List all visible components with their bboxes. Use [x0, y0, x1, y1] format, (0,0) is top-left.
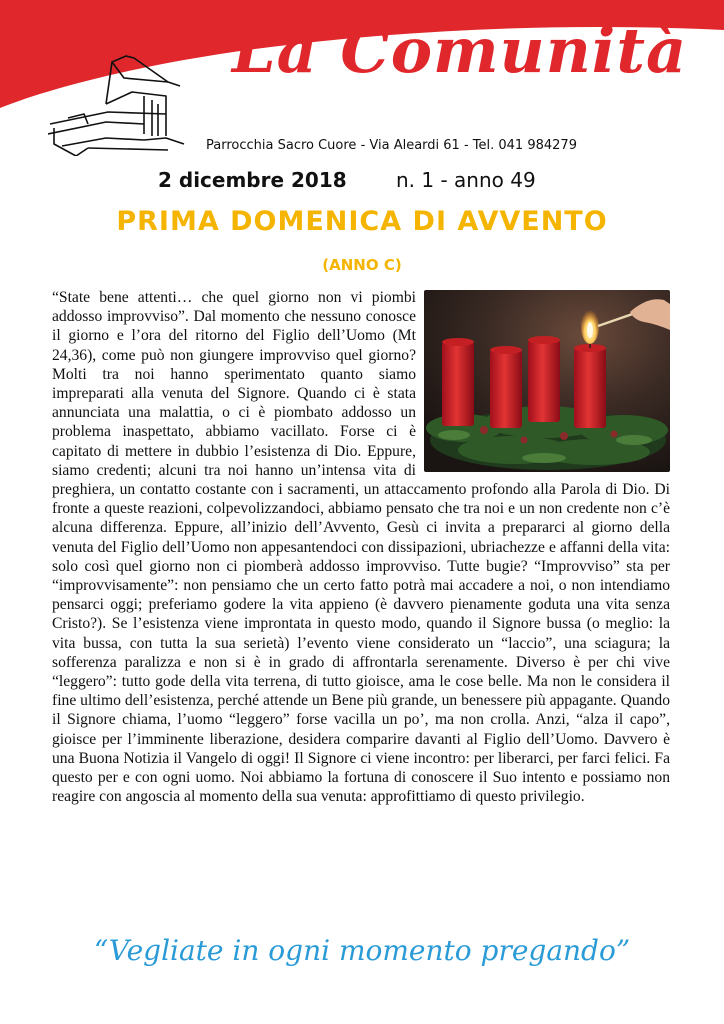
church-building-icon	[48, 52, 198, 156]
issue-number: n. 1 - anno 49	[396, 168, 536, 192]
header	[0, 0, 724, 170]
page-title: PRIMA DOMENICA DI AVVENTO	[116, 206, 608, 237]
issue-dateline	[0, 168, 724, 198]
closing-quote: “Vegliate in ogni momento pregando”	[93, 934, 631, 967]
parish-address: Parrocchia Sacro Cuore - Via Aleardi 61 - Tel. 041 984279	[206, 138, 577, 153]
article	[52, 288, 670, 806]
issue-date: 2 dicembre 2018	[158, 168, 347, 192]
masthead-title: La Comunità	[232, 14, 688, 87]
article-text: “State bene attenti… che quel giorno non vi piombi addosso improvviso”. Dal momento che nessuno conosce il giorno e l’ora del ritorno del Figlio dell’Uomo (Mt 24,36), come può non giungere improvviso quel giorno? Molti tra noi hanno sperimentato quanto siamo impreparati alla venuta del Signore. Quando ci è stata annunciata una malattia, o ci è piombato addosso un problema inaspettato, abbiamo vacillato. Forse ci è capitato di mettere in dubbio l’esistenza di Dio. Eppure, siamo credenti; alcuni tra noi hanno un’intensa vita di preghiera, un contatto costante con i sacramenti, un attaccamento profondo alla Parola di Dio. Di fronte a queste reazioni, colpevolizzandoci, abbiamo pensato che tra noi e un non credente non c’è alcuna differenza. Eppure, all’inizio dell’Avvento, Gesù ci invita a prepararci al giorno della venuta del Figlio dell’Uomo non appesantendoci con dissipazioni, ubriachezze e affanni della vita: solo così quel giorno non ci piomberà addosso improvviso. Tutte bugie? “Improvviso” sta per “improvvisamente”: non pensiamo che un certo fatto potrà mai accadere a noi, o non intendiamo pensarci oggi; preferiamo godere la vita appieno (è davvero pienamente goduta una vita senza Cristo?). Se l’esistenza viene improntata in questo modo, quando il Signore bussa (o meglio: la vita bussa, con tutta la sua serietà) l’evento viene considerato un “laccio”, una sciagura; la sofferenza paralizza e non si è in grado di affrontarla serenamente. Diverso è per chi vive “leggero”: tutto gode della vita terrena, di tutto gioisce, ama le cose belle. Ma non le considera il fine ultimo dell’esistenza, perché attende un Bene più grande, un benessere più appagante. Quando il Signore chiama, l’uomo “leggero” forse vacilla un po’, ma non crolla. Anzi, “alza il capo”, gioisce per l’imminente liberazione, desidera comparire davanti al Figlio dell’Uomo. Davvero è una Buona Notizia il Vangelo di oggi! Il Signore ci viene incontro: per liberarci, per farci felici. Fa questo per e con ogni uomo. Noi abbiamo la fortuna di conoscere il Suo intento e possiamo non reagire con angoscia al momento della sua venuta: approfittiamo di questo privilegio.	[52, 289, 670, 806]
page-subtitle: (ANNO C)	[322, 256, 402, 274]
advent-wreath-candles-image	[424, 290, 670, 472]
